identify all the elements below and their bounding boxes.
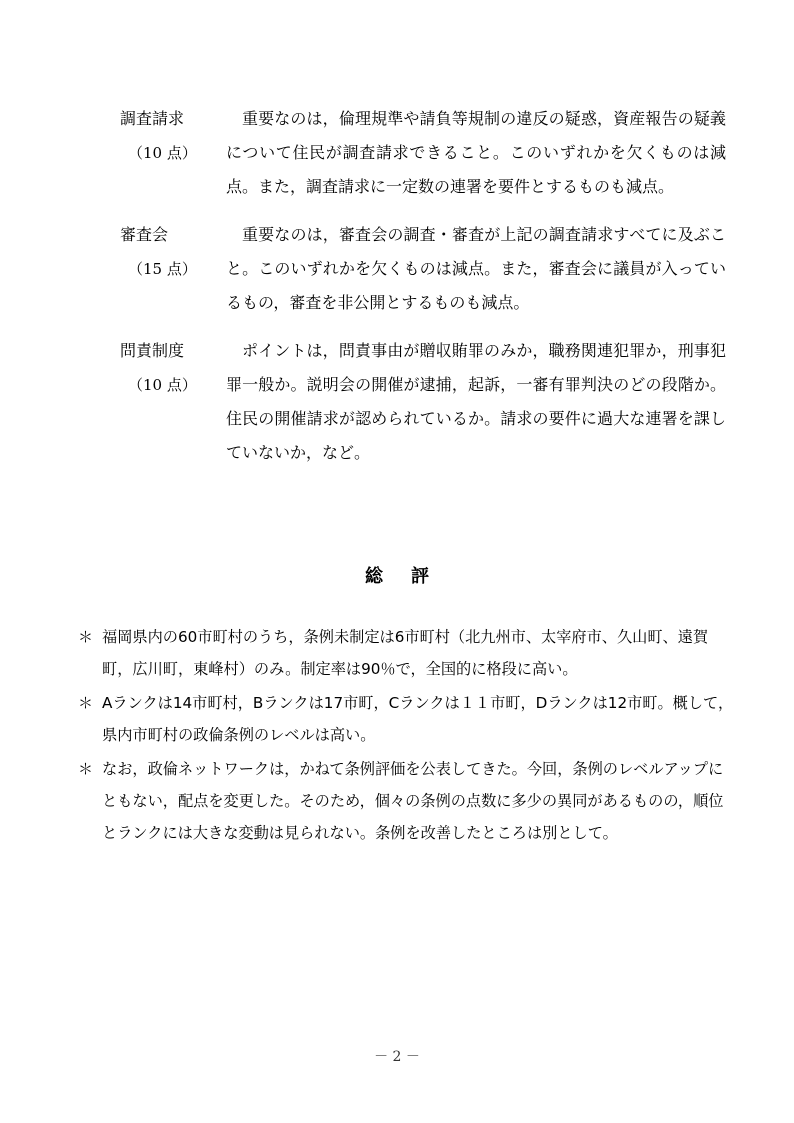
criterion-points: （10 点）: [128, 144, 197, 162]
asterisk-icon: ＊: [78, 628, 94, 646]
asterisk-icon: ＊: [78, 760, 94, 778]
summary-item: [78, 687, 738, 751]
criterion-name: 調査請求: [120, 109, 185, 128]
summary-list: [78, 621, 738, 851]
summary-title: 総評: [365, 566, 457, 587]
criterion-description: 重要なのは，審査会の調査・審査が上記の調査請求すべてに及ぶこと。このいずれかを欠くものは減点。また，審査会に議員が入っているもの，審査を非公開とするものも減点。: [226, 225, 726, 312]
page-number: － 2 －: [374, 1049, 420, 1065]
asterisk-icon: ＊: [78, 694, 94, 712]
summary-item-text: なお，政倫ネットワークは，かねて条例評価を公表してきた。今回，条例のレベルアップにともない，配点を変更した。そのため，個々の条例の点数に多少の異同があるものの，順位とランクには大きな変動は見られない。条例を改善したところは別として。: [102, 760, 724, 842]
summary-item-text: Aランクは14市町村，Bランクは17市町，Cランクは１１市町，Dランクは12市町。概して，県内市町村の政倫条例のレベルは高い。: [102, 694, 734, 744]
criterion-points: （10 点）: [128, 376, 197, 394]
summary-item: [78, 753, 738, 849]
summary-item: [78, 621, 738, 685]
criterion-name: 審査会: [120, 225, 169, 244]
criterion-description: 重要なのは，倫理規準や請負等規制の違反の疑惑，資産報告の疑義について住民が調査請求できること。このいずれかを欠くものは減点。また，調査請求に一定数の連署を要件とするものも減点。: [226, 109, 726, 196]
summary-item-text: 福岡県内の60市町村のうち，条例未制定は6市町村（北九州市、太宰府市、久山町、遠賀町，広川町，東峰村）のみ。制定率は90％で，全国的に格段に高い。: [102, 628, 709, 678]
criterion-points: （15 点）: [128, 260, 197, 278]
criterion-name: 問責制度: [120, 341, 185, 360]
criterion-description: ポイントは，問責事由が贈収賄罪のみか，職務関連犯罪か，刑事犯罪一般か。説明会の開催が逮捕，起訴，一審有罪判決のどの段階か。住民の開催請求が認められているか。請求の要件に過大な連署を課していないか，など。: [226, 341, 726, 462]
